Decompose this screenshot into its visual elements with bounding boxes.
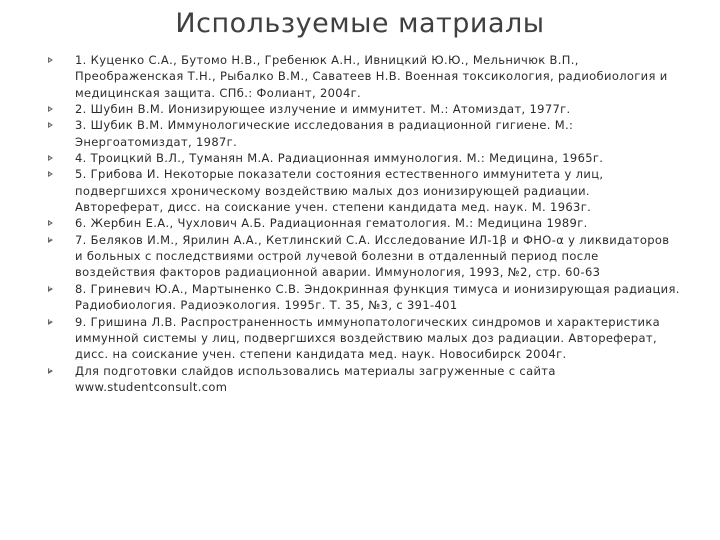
reference-text: 4. Троицкий В.Л., Туманян М.А. Радиационная иммунология. М.: Медицина, 1965г. xyxy=(75,151,604,166)
reference-text: 7. Беляков И.М., Ярилин А.А., Кетлинский С.А. Исследование ИЛ-1β и ФНО-α у ликвидаторов и больных с последствиями острой лучевой болезни в отдаленный период после воздействия факторов радиационной аварии. Иммунология, 1993, №2, стр. 60-63 xyxy=(75,232,670,280)
reference-item xyxy=(48,166,680,215)
reference-text: 5. Грибова И. Некоторые показатели состояния естественного иммунитета у лиц, подвергшихся хроническому воздействию малых доз ионизирующей радиации. Автореферат, дисс. на соискание учен. степени кандидата мед. наук. М. 1963г. xyxy=(75,167,604,215)
arrow-bullet-icon xyxy=(48,220,53,226)
slide-title: Используемые матриалы xyxy=(175,8,545,39)
arrow-bullet-icon xyxy=(48,106,53,112)
reference-text: 1. Куценко С.А., Бутомо Н.В., Гребенюк А.Н., Ивницкий Ю.Ю., Мельничюк В.П., Преображенская Т.Н., Рыбалко В.М., Саватеев Н.В. Военная токсикология, радиобиология и медицинская защита. СПб.: Фолиант, 2004г. xyxy=(75,53,668,100)
arrow-bullet-icon xyxy=(48,155,53,161)
reference-item xyxy=(48,232,680,281)
arrow-bullet-icon xyxy=(48,286,53,292)
reference-text: 9. Гришина Л.В. Распространенность иммунопатологических синдромов и характеристика иммунной системы у лиц, подвергшихся воздействию малых доз радиации. Автореферат, дисс. на соискание учен. степени кандидата мед. наук. Новосибирск 2004г. xyxy=(75,314,661,362)
reference-item xyxy=(48,281,680,314)
reference-item xyxy=(48,215,680,231)
reference-item xyxy=(48,363,680,396)
reference-text: 3. Шубик В.М. Иммунологические исследования в радиационной гигиене. М.: Энергоатомиздат, 1987г. xyxy=(75,118,574,149)
reference-text: 6. Жербин Е.А., Чухлович А.Б. Радиационная гематология. М.: Медицина 1989г. xyxy=(75,216,588,231)
reference-item xyxy=(48,101,680,117)
reference-text: 8. Гриневич Ю.А., Мартыненко С.В. Эндокринная функция тимуса и ионизирующая радиация. Радиобиология. Радиоэкология. 1995г. Т. 35, №3, с 391-401 xyxy=(75,281,680,313)
arrow-bullet-icon xyxy=(48,237,53,243)
reference-item xyxy=(48,52,680,101)
arrow-bullet-icon xyxy=(48,368,53,374)
arrow-bullet-icon xyxy=(48,57,53,63)
reference-text: Для подготовки слайдов использовались материалы загруженные с сайта www.studentconsult.com xyxy=(75,363,556,394)
reference-text: 2. Шубин В.М. Ионизирующее излучение и иммунитет. М.: Атомиздат, 1977г. xyxy=(75,102,571,117)
arrow-bullet-icon xyxy=(48,319,53,325)
reference-item xyxy=(48,150,680,166)
reference-item xyxy=(48,314,680,363)
arrow-bullet-icon xyxy=(48,122,53,128)
reference-item xyxy=(48,117,680,150)
arrow-bullet-icon xyxy=(48,171,53,177)
references-list xyxy=(48,52,680,395)
